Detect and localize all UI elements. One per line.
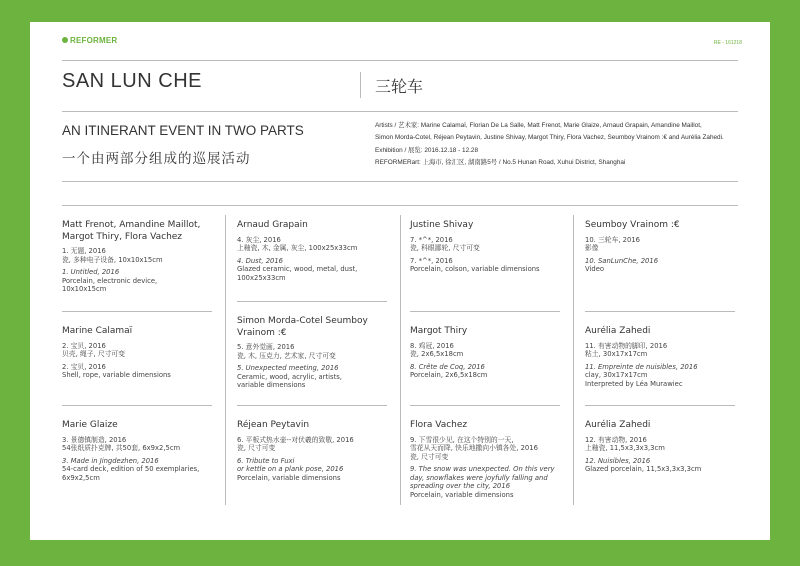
artist-name: Aurélia Zahedi [585, 420, 651, 430]
artwork-cn-line: 粘土, 30x17x17cm [585, 350, 648, 359]
artwork-cell [62, 420, 222, 482]
info-address: REFORMERart: 上海市, 徐汇区, 湖南路5号 / No.5 Hunan Road, Xuhui District, Shanghai [375, 158, 626, 166]
artwork-cn-line: 影像 [585, 244, 599, 253]
artwork-en-title: 11. Empreinte de nuisibles, 2016 [585, 362, 698, 371]
info-dates: Exhibition / 展览: 2016.12.18 - 12.28 [375, 146, 479, 154]
artwork-cell [237, 316, 397, 390]
artwork-cn-line: 瓷, 2x6,5x18cm [410, 350, 464, 359]
artist-name: Arnaud Grapain [237, 220, 308, 230]
grid-row-divider-2-c4 [585, 405, 735, 406]
artwork-cn-line: 5. 意外觉画, 2016 [237, 343, 295, 351]
artwork-cn-line: 瓷, 木, 压克力, 艺术家, 尺寸可变 [237, 351, 336, 360]
artwork-en-line: or kettle on a plank pose, 2016 [237, 465, 344, 474]
subtitle-cn: 一个由两部分组成的巡展活动 [62, 151, 251, 167]
artist-name: Simon Morda-Cotel Seumboy Vrainom :€ [237, 316, 368, 338]
divider-mid [62, 111, 738, 112]
artwork-cell [62, 326, 222, 380]
artwork-en-line: Porcelain, 2x6,5x18cm [410, 371, 488, 380]
artist-name: Marine Calamaï [62, 326, 133, 336]
artwork-en-line: Porcelain, variable dimensions [410, 491, 514, 500]
artist-name: Réjean Peytavin [237, 420, 310, 430]
grid-row-divider-2-c1 [62, 405, 212, 406]
artist-name: Marie Glaize [62, 420, 118, 430]
grid-row-divider-1-c1 [62, 311, 212, 312]
artist-name: Margot Thiry [410, 326, 468, 336]
artwork-en-title: 7. *^*, 2016 [410, 256, 453, 265]
artwork-cn-line: 雪花从天而降, 快乐地撒向小镇各处, 2016 [410, 444, 538, 453]
artwork-cn-line: 10. 三轮车, 2016 [585, 235, 640, 244]
artwork-en-line: Glazed ceramic, wood, metal, dust, [237, 265, 358, 274]
grid-col-divider-3 [573, 215, 574, 505]
artwork-en-line: Porcelain, variable dimensions [237, 473, 341, 482]
artwork-en-title: 9. The snow was unexpected. On this very [410, 465, 555, 474]
reference-code: RE - 161218 [713, 40, 742, 46]
artwork-en-line: Video [585, 265, 605, 274]
artist-name: Justine Shivay [410, 220, 474, 230]
artwork-cn-line: 瓷, 多种电子设备, 10x10x15cm [62, 255, 163, 264]
artwork-en-line: Shell, rope, variable dimensions [62, 371, 171, 380]
artwork-en-line: Glazed porcelain, 11,5x3,3x3,3cm [585, 465, 702, 474]
grid-row-divider-1-c3 [410, 311, 560, 312]
artwork-cell [585, 326, 735, 388]
artwork-cn-line: 上釉瓷, 11,5x3,3x3,3cm [585, 444, 665, 453]
artwork-cn-line: 瓷, 尺寸可变 [410, 452, 449, 461]
artwork-en-title: 2. 宝贝, 2016 [62, 362, 106, 371]
artwork-cn-line: 2. 宝贝, 2016 [62, 341, 106, 350]
artwork-en-title: 5. Unexpected meeting, 2016 [237, 364, 339, 373]
artwork-cell [237, 220, 397, 282]
logo-dot-icon [62, 37, 68, 43]
artwork-cn-line: 上釉瓷, 木, 金属, 灰尘, 100x25x33cm [237, 244, 358, 253]
artwork-cn-line: 8. 鸡冠, 2016 [410, 341, 454, 350]
artwork-cell [410, 420, 570, 500]
artist-name: Seumboy Vrainom :€ [585, 220, 680, 230]
artwork-cn-line: 6. 平板式热水壶--对伏羲的致敬, 2016 [237, 435, 354, 444]
artwork-cell [237, 420, 397, 482]
page-title: SAN LUN CHE [62, 70, 202, 92]
artwork-en-title: 1. Untitled, 2016 [62, 268, 120, 277]
divider-info [62, 181, 738, 182]
grid-col-divider-2 [400, 215, 401, 505]
artist-name: Aurélia Zahedi [585, 326, 651, 336]
artwork-en-title: 4. Dust, 2016 [237, 256, 284, 265]
brand-logo [62, 36, 117, 45]
artwork-en-line: Ceramic, wood, acrylic, artists, [237, 372, 342, 381]
divider-top [62, 60, 738, 61]
artwork-cn-line: 贝壳, 绳子, 尺寸可变 [62, 350, 126, 359]
grid-row-divider-2-c2 [237, 405, 387, 406]
grid-row-divider-1-c2 [237, 301, 387, 302]
artwork-en-line: clay, 30x17x17cm [585, 371, 648, 380]
artwork-en-line: 100x25x33cm [237, 273, 286, 282]
artwork-cell [410, 220, 570, 274]
info-artists-2: Simon Morda-Cotel, Réjean Peytavin, Justine Shivay, Margot Thiry, Flora Vachez, Seumboy Vrainom :€ and Aurélia Zahedi. [375, 134, 724, 142]
artwork-en-line: 6x9x2,5cm [62, 473, 100, 482]
artwork-en-title: 6. Tribute to Fuxi [237, 456, 295, 465]
artwork-cn-line: 11. 有害动物的脚印, 2016 [585, 341, 668, 350]
artist-name: Flora Vachez [410, 420, 468, 430]
artwork-cn-line: 1. 无题, 2016 [62, 247, 106, 255]
artwork-cn-line: 4. 灰尘, 2016 [237, 235, 281, 244]
artwork-cn-line: 9. 下雪很少见, 在这个特别的一天, [410, 435, 514, 444]
artwork-en-line: variable dimensions [237, 381, 306, 390]
artwork-cn-line: 12. 有害动物, 2016 [585, 435, 647, 444]
grid-row-divider-1-c4 [585, 311, 735, 312]
artwork-en-line: Interpreted by Léa Murawiec [585, 379, 683, 388]
artwork-en-title: 3. Made in Jingdezhen, 2016 [62, 456, 159, 465]
grid-col-divider-1 [225, 215, 226, 505]
exhibition-info [375, 120, 740, 169]
artist-name: Matt Frenot, Amandine Maillot, Margot Thiry, Flora Vachez [62, 220, 201, 242]
artwork-en-title: 8. Crête de Coq, 2016 [410, 362, 485, 371]
artwork-en-line: spreading over the city, 2016 [410, 482, 511, 491]
page-title-cn: 三轮车 [375, 77, 424, 96]
artwork-cn-line: 瓷, 科眼鄙轮, 尺寸可变 [410, 244, 480, 253]
artwork-cn-line: 7. *^*, 2016 [410, 235, 453, 244]
artwork-en-line: 10x10x15cm [62, 285, 107, 294]
artwork-en-title: 12. Nuisibles, 2016 [585, 456, 651, 465]
divider-grid [62, 205, 738, 206]
subtitle-en: AN ITINERANT EVENT IN TWO PARTS [62, 123, 304, 138]
artwork-cell [585, 420, 735, 474]
info-artists-1: Artists / 艺术家: Marine Calamaï, Florian De La Salle, Matt Frenot, Marie Glaize, Arnaud Grapain, Amandine Maillot, [375, 122, 702, 129]
divider-title-vertical [360, 72, 361, 98]
artwork-en-title: 10. SanLunChe, 2016 [585, 256, 659, 265]
artwork-cn-line: 瓷, 尺寸可变 [237, 444, 276, 453]
artwork-cn-line: 3. 景德镇制造, 2016 [62, 435, 127, 444]
grid-row-divider-2-c3 [410, 405, 560, 406]
artwork-en-line: day, snowflakes were joyfully falling and [410, 473, 548, 482]
artwork-en-line: Porcelain, colson, variable dimensions [410, 265, 540, 274]
artwork-en-line: Porcelain, electronic device, [62, 276, 158, 285]
artwork-cn-line: 54张纸质扑克牌, 共50套, 6x9x2,5cm [62, 444, 181, 453]
artwork-cell [410, 326, 570, 380]
artwork-cell [585, 220, 735, 274]
artwork-en-line: 54-card deck, edition of 50 exemplaries, [62, 465, 200, 474]
artwork-cell [62, 220, 222, 294]
logo-text: REFORMER [70, 36, 118, 45]
